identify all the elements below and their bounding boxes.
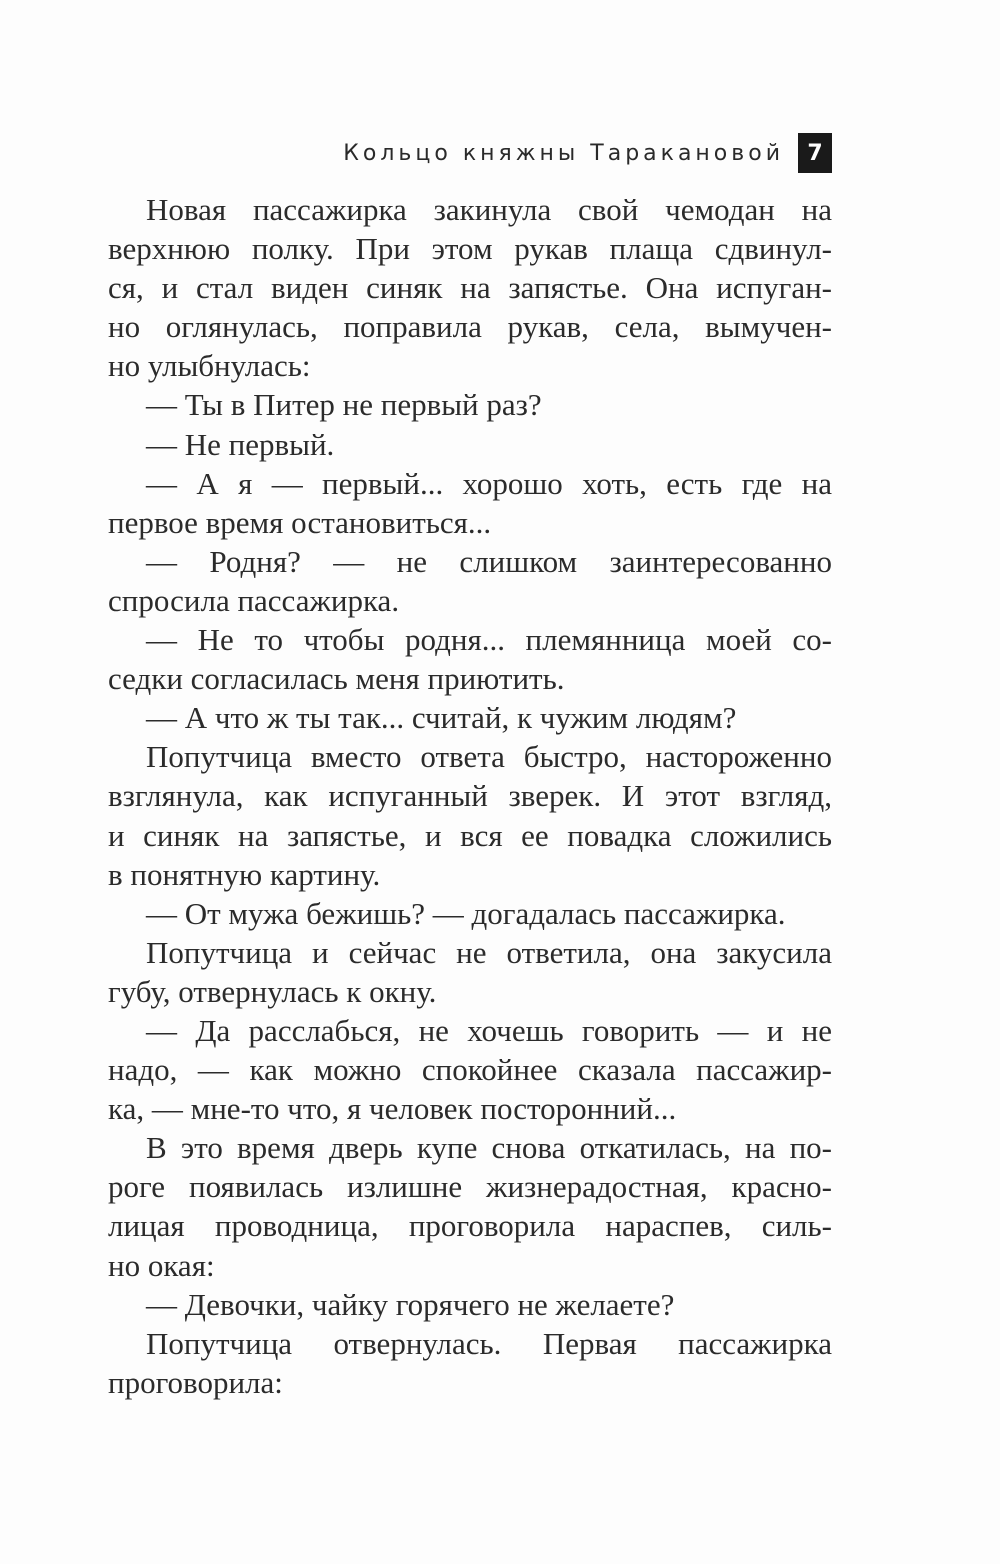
- text-line: — А что ж ты так... считай, к чужим людям?: [146, 700, 737, 736]
- text-line: роге появилась излишне жизнерадостная, красно-: [108, 1169, 832, 1205]
- text-line: — Родня? — не слишком заинтересованно: [146, 543, 832, 579]
- text-line: верхнюю полку. При этом рукав плаща сдвинул-: [108, 231, 832, 267]
- text-line: Попутчица и сейчас не ответила, она закусила: [146, 934, 832, 970]
- text-line: ся, и стал виден синяк на запястье. Она испуган-: [108, 270, 832, 306]
- running-title: Кольцо княжны Таракановой: [343, 140, 784, 166]
- text-line: но улыбнулась:: [108, 348, 311, 384]
- text-line: — Не первый.: [146, 426, 335, 462]
- text-line: — Девочки, чайку горячего не желаете?: [146, 1286, 675, 1322]
- text-line: — Ты в Питер не первый раз?: [146, 387, 542, 423]
- text-line: Попутчица отвернулась. Первая пассажирка: [146, 1325, 832, 1361]
- text-line: надо, — как можно спокойнее сказала пассажир-: [108, 1052, 832, 1088]
- text-line: спросила пассажирка.: [108, 582, 400, 618]
- text-line: — От мужа бежишь? — догадалась пассажирка.: [146, 895, 786, 931]
- page-number: 7: [798, 133, 832, 173]
- body-text: [108, 190, 832, 1402]
- text-line: но оглянулась, поправила рукав, села, вымучен-: [108, 309, 832, 345]
- text-line: взглянула, как испуганный зверек. И этот взгляд,: [108, 778, 832, 814]
- text-line: седки согласилась меня приютить.: [108, 661, 565, 697]
- text-line: и синяк на запястье, и вся ее повадка сложились: [108, 817, 832, 853]
- text-line: Новая пассажирка закинула свой чемодан на: [146, 192, 832, 227]
- text-line: в понятную картину.: [108, 856, 381, 892]
- text-line: — Не то чтобы родня... племянница моей со-: [146, 622, 832, 658]
- text-line: В это время дверь купе снова откатилась, на по-: [146, 1130, 832, 1166]
- text-line: первое время остановиться...: [108, 504, 492, 540]
- text-line: — А я — первый... хорошо хоть, есть где на: [146, 465, 832, 501]
- text-line: ка, — мне-то что, я человек посторонний...: [108, 1091, 677, 1127]
- running-head: [108, 133, 832, 173]
- text-line: проговорила:: [108, 1364, 283, 1400]
- text-line: Попутчица вместо ответа быстро, настороженно: [146, 739, 832, 775]
- text-line: губу, отвернулась к окну.: [108, 973, 437, 1009]
- text-line: но окая:: [108, 1247, 215, 1283]
- text-line: лицая проводница, проговорила нараспев, силь-: [108, 1208, 832, 1244]
- text-line: — Да расслабься, не хочешь говорить — и не: [146, 1012, 832, 1048]
